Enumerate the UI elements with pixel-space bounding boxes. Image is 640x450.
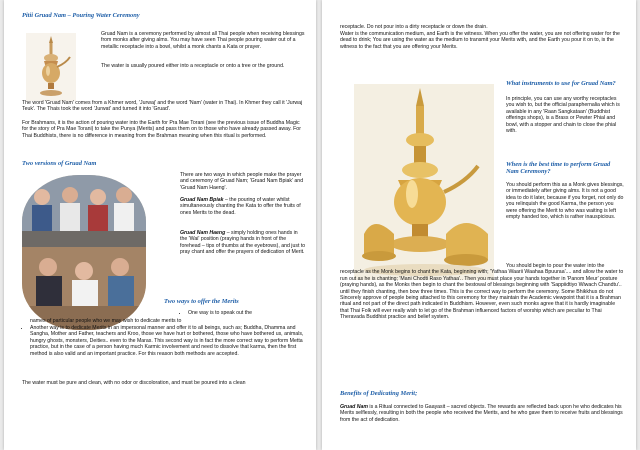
heading-pouring-water: Pitii Gruad Nam – Pouring Water Ceremony xyxy=(22,12,140,19)
bullet-item-1: • One way is to speak out the xyxy=(188,310,314,316)
benefits-text: is a Ritual connected to Gaayasit – sacred objects. The rewards are reflected back upon he who dedicates his Merits selflessly, resulting in both the people who received the Merits, and he who gave them to receive fruits and blessings from the act of dedication. xyxy=(340,404,623,423)
phial-photo xyxy=(26,33,76,101)
word-origin-paragraph: The word 'Gruad Nam' comes from a Khmer word, 'Jurwaj' and the word 'Nam' (water in Thai). In Khmer they call it 'Jurwaj Teuk'. The Thais took the word 'Jurwat' and turned it into 'Gruad'. xyxy=(22,100,303,113)
bullet-list-second xyxy=(22,325,314,358)
ceremony-collage-photo xyxy=(22,175,146,330)
water-poured-paragraph: The water is usually poured either into a receptacle or onto a tree or the ground. xyxy=(101,63,285,69)
heading-best-time: When is the best time to perform Gruad Nam Ceremony? xyxy=(506,161,611,176)
benefits-term: Gruad Nam xyxy=(340,404,368,410)
heading-two-versions: Two versions of Gruad Nam xyxy=(22,160,97,167)
heading-instruments: What instruments to use for Gruad Nam? xyxy=(506,80,616,87)
gold-phial-photo xyxy=(354,84,494,280)
receptacle-paragraph: receptacle. Do not pour into a dirty receptacle or down the drain. xyxy=(340,24,488,30)
bpiak-term: Gruad Nam Bpiak xyxy=(180,197,224,203)
haeng-text: – simply holding ones hands in the 'Wai' position (praying hands in front of the forehead – tips of thumbs at the eyebrows), and just to pray chant and offer the prayers of dedication of Merit. xyxy=(180,230,306,256)
haeng-term: Gruad Nam Haeng xyxy=(180,230,226,236)
left-page xyxy=(4,0,316,450)
best-time-paragraph: You should perform this as a Monk gives blessings, or immediately after giving alms. It is not a good idea to do it later, because if you forget, not only do you relinquish the good Karma, the person you were offering the Merit to who was waiting is left empty handed too, which is rather inauspicious. xyxy=(506,182,624,221)
pouring-chant-paragraph: You should begin to pour the water into the receptacle as the Monk begins to chant the Kata, beginning with; 'Yathaa Waarii Waahaa Bpuuraa'.... and allow the water to run out as he is chanting; 'Mani Chodti Raso Yathaa'.. Then you must place your hands together in 'Panom Meur' posture (praying hands), as the Monks then begin to chant the bestowal of blessings beginning with 'Sappiidtiyo Wiwach Chandtu'.. until they finish chanting, then bow three times. This is the correct way to perform the ceremony. Some Bhikkhus do not Sincerely approve of people being attached to this ceremony for they maintain the Academic viewpoint that it is a Brahman ritual and not part of the direct path indicated in Buddhism. However, even such monks agree that it is hardly imaginable that Thai Folk will ever really wish to let go of the Brahman influenced factors of worship which are peculiar to Thai Theravada Buddhist practice and belief system. xyxy=(340,263,624,321)
intro-paragraph: Gruad Nam is a ceremony performed by almost all Thai people when receiving blessings from monks after giving alms. You may have seen Thai people pouring water out of a metallic receptacle into a bowl, whilst a monk chants a Kata or prayer. xyxy=(101,31,305,50)
bullet-item-2: • Another way is to dedicate Merits in an impersonal manner and offer it to all beings, such as; Buddha, Dhamma and Sangha, Mother and Father, teachers and Kroo, those we have hurt or bothered, those who have bothered us, animals, hungry ghosts, monsters, Deities.. even to the Maras. This second way is in fact the more correct way to perform Metta practice, but in the case of a person having much Karmic involvement and need to dissolve that karma, then the first method is also valid and an important practice. For this reason both methods are accepted. xyxy=(30,325,314,357)
water-pure-paragraph: The water must be pure and clean, with no odor or discoloration, and must be poured into a clean xyxy=(22,380,246,386)
brahman-paragraph: For Brahmans, it is the action of pouring water into the Earth for Pra Mae Torani (see the previous issue of Buddha Magic for the story of Pra Mae Torani) to take the Punya (Merits) and pass them on to those who have already passed away. For Thai Buddhists, there is no difference in meaning from the Brahman meaning when this ritual is performed. xyxy=(22,120,301,139)
haeng-paragraph xyxy=(180,230,306,256)
bullet-item-1-continued: names of particular people who we may wish to dedicate merits to xyxy=(30,318,182,324)
bpiak-paragraph xyxy=(180,197,306,216)
heading-benefits: Benefits of Dedicating Merit; xyxy=(340,390,418,397)
versions-intro-paragraph: There are two ways in which people make the prayer and ceremony of Gruad Nam; 'Gruad Nam Bpiak' and 'Gruad Nam Haeng'. xyxy=(180,172,304,191)
benefits-paragraph xyxy=(340,404,624,423)
bullet-list-first xyxy=(180,310,314,317)
water-medium-paragraph: Water is the communication medium, and Earth is the witness. When you offer the water, you are not offering water for the dead to drink; You are using the water as the medium to transmit your Merits with, and the Earth you pour it on to, is the witness to the fact that you are offering your Merits. xyxy=(340,31,620,50)
right-page xyxy=(322,0,636,450)
bpiak-text: – the pouring of water whilst simultaneously chanting the Kata to offer the fruits of ones Merits to the dead. xyxy=(180,197,301,216)
heading-two-ways: Two ways to offer the Merits xyxy=(164,298,239,305)
instruments-paragraph: In principle, you can use any worthy receptacles you wish to, but the official paraphernalia which is available in any 'Raan Sangkataan' (Buddhist offerings shops), is a Brass or Pewter Phial and bowl, with a stopper and chain to close the phial with. xyxy=(506,96,620,135)
